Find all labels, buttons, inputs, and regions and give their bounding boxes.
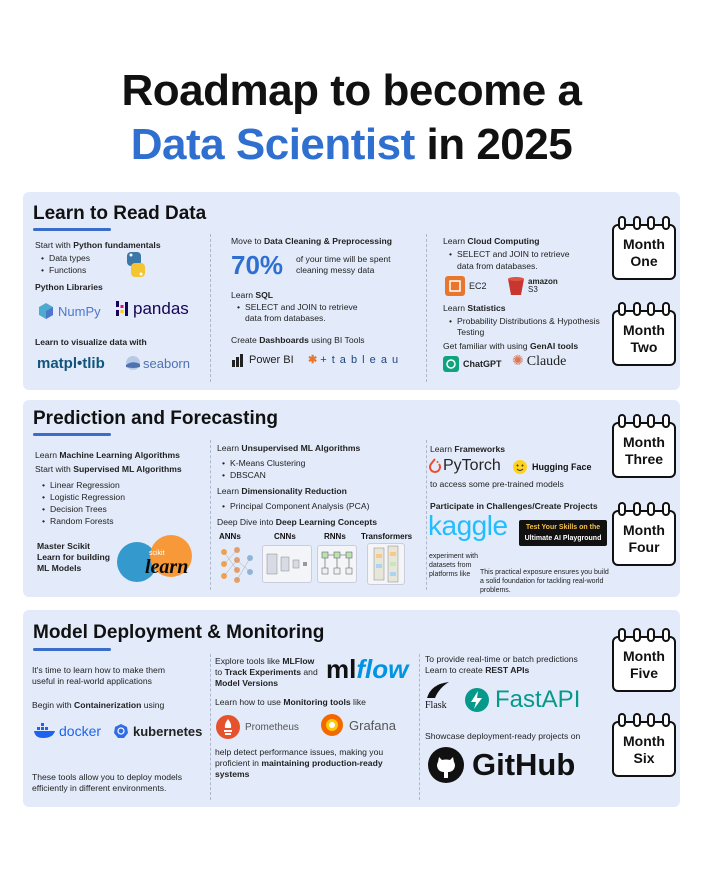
section-learn-to-read-data	[23, 192, 680, 390]
exposure-text: This practical exposure ensures you build	[480, 569, 609, 576]
monitoring-desc: help detect performance issues, making you	[215, 747, 384, 757]
docker-whale-icon	[33, 723, 57, 739]
kubernetes-helm-icon	[113, 723, 129, 739]
containerization-text: Begin with Containerization using	[32, 700, 165, 710]
calendar-month-four: Month Four	[612, 502, 676, 566]
s3-bucket-icon	[507, 276, 525, 296]
master-text: Learn for building	[37, 552, 111, 562]
frameworks-text: Learn Frameworks	[430, 444, 506, 454]
tools-desc: These tools allow you to deploy models	[32, 772, 182, 782]
ec2-logo: EC2	[445, 276, 487, 296]
data-cleaning-text: Move to Data Cleaning & Preprocessing	[231, 236, 392, 246]
rnn-label: RNNs	[324, 532, 346, 541]
prometheus-logo: Prometheus	[215, 714, 299, 740]
rest-text: Learn to create REST APIs	[425, 665, 530, 675]
ann-diagram-icon	[219, 544, 255, 584]
rest-text: To provide real-time or batch predictions	[425, 654, 578, 664]
genai-text: Get familiar with using GenAI tools	[443, 341, 579, 351]
cloud-computing-text: Learn Cloud Computing	[443, 236, 540, 246]
kaggle-desc: platforms like	[429, 571, 471, 578]
seaborn-logo: seaborn	[125, 355, 190, 371]
title-year: in 2025	[414, 120, 573, 169]
percent-desc: cleaning messy data	[296, 265, 375, 275]
tableau-logo: ✱ + t a b l e a u	[308, 353, 400, 366]
scikit-learn-logo: scikit learn	[115, 534, 207, 584]
cnn-diagram-icon	[263, 546, 311, 582]
pandas-icon	[115, 299, 129, 319]
powerbi-icon	[231, 353, 245, 367]
transformer-diagram-icon	[368, 544, 404, 584]
calendar-month-five: Month Five	[612, 628, 676, 692]
cnn-diagram	[262, 545, 312, 583]
python-logo-icon	[121, 250, 151, 280]
pytorch-flame-icon	[429, 458, 441, 474]
kaggle-desc: datasets from	[429, 562, 472, 569]
master-text: ML Models	[37, 563, 82, 573]
transformers-label: Transformers	[361, 532, 413, 541]
bullet: • K-Means Clustering	[230, 458, 305, 469]
showcase-text: Showcase deployment-ready projects on	[425, 731, 581, 741]
calendar-month-six: Month Six	[612, 713, 676, 777]
prometheus-flame-icon	[215, 714, 241, 740]
title-line-1: Roadmap to become a	[121, 66, 582, 115]
calendar-month-three: Month Three	[612, 414, 676, 478]
transformer-diagram	[367, 543, 405, 585]
visualize-label: Learn to visualize data with	[35, 337, 147, 347]
seventy-percent: 70%	[231, 250, 284, 280]
tableau-plus-icon: ✱	[308, 354, 319, 366]
matplotlib-logo: matpl•tlib	[37, 355, 105, 372]
github-octocat-icon	[427, 746, 465, 784]
github-logo: GitHub	[427, 746, 575, 784]
bullet: • DBSCAN	[230, 470, 266, 481]
rnn-diagram	[317, 545, 357, 583]
title-line-2	[0, 120, 703, 170]
supervised-text: Start with Supervised ML Algorithms	[35, 464, 182, 474]
tools-desc: efficiently in different environments.	[32, 783, 167, 793]
s3-logo: amazon S3	[507, 276, 558, 296]
deep-learning-text: Deep Dive into Deep Learning Concepts	[217, 517, 377, 527]
huggingface-logo: Hugging Face	[512, 459, 592, 475]
rnn-diagram-icon	[318, 546, 356, 582]
kaggle-banner: Test Your Skills on the Ultimate AI Playground	[519, 520, 607, 546]
chatgpt-icon	[443, 356, 459, 372]
exposure-text: problems.	[480, 587, 511, 594]
kaggle-logo: kaggle	[428, 510, 508, 541]
bullet: • Functions	[49, 265, 86, 276]
mlflow-text: Model Versions	[215, 678, 279, 688]
dim-reduction-text: Learn Dimensionality Reduction	[217, 486, 347, 496]
bullet: • Linear Regression	[50, 480, 120, 491]
bullet: • SELECT and JOIN to retrieve	[457, 249, 570, 260]
master-text: Master Scikit	[37, 541, 91, 551]
exposure-text: a solid foundation for tackling real-world	[480, 578, 604, 585]
seaborn-icon	[125, 355, 141, 371]
bullet-cont: data from databases.	[457, 261, 538, 271]
section-prediction-forecasting	[23, 400, 680, 597]
bullet: • Random Forests	[50, 516, 114, 527]
bullet: • Decision Trees	[50, 504, 107, 515]
title-highlight: Data Scientist	[130, 120, 415, 169]
calendar-month-two: Month Two	[612, 302, 676, 366]
hugging-face-icon	[512, 459, 528, 475]
kaggle-desc: experiment with	[429, 553, 479, 560]
fastapi-bolt-icon	[464, 687, 490, 713]
cnn-label: CNNs	[274, 532, 296, 541]
pytorch-logo: PyTorch	[429, 457, 501, 475]
learn-sql-text: Learn SQL	[231, 290, 274, 300]
monitoring-desc: proficient in maintaining production-ready	[215, 758, 383, 768]
claude-logo: ✺ Claude	[512, 353, 567, 369]
flask-horn-icon	[425, 680, 451, 700]
fastapi-logo: FastAPI	[464, 686, 580, 714]
chatgpt-logo: ChatGPT	[443, 356, 502, 372]
ml-algorithms-text: Learn Machine Learning Algorithms	[35, 450, 180, 460]
dashboards-text: Create Dashboards using BI Tools	[231, 335, 365, 345]
mlflow-text: Explore tools like MLFlow	[215, 656, 315, 666]
grafana-logo: Grafana	[319, 712, 396, 738]
ann-label: ANNs	[219, 532, 241, 541]
section-heading: Learn to Read Data	[33, 203, 207, 224]
calendar-month-one: Month One	[612, 216, 676, 280]
pretrained-text: to access some pre-trained models	[430, 479, 564, 489]
mlflow-text: to Track Experiments and	[215, 667, 318, 677]
bullet: • Logistic Regression	[50, 492, 125, 503]
monitoring-desc: systems	[215, 769, 250, 779]
bullet: • SELECT and JOIN to retrieve	[245, 302, 358, 313]
bullet: • Principal Component Analysis (PCA)	[230, 501, 369, 512]
docker-logo: docker	[33, 723, 101, 739]
challenges-text: Participate in Challenges/Create Projects	[430, 501, 598, 511]
section-heading: Model Deployment & Monitoring	[33, 622, 325, 643]
percent-desc: of your time will be spent	[296, 254, 391, 264]
ec2-icon	[445, 276, 465, 296]
bullet-cont: data from databases.	[245, 313, 326, 323]
numpy-logo: NumPy	[37, 302, 101, 320]
flask-logo: Flask	[425, 680, 451, 711]
section-model-deployment	[23, 610, 680, 807]
powerbi-logo: Power BI	[231, 353, 294, 367]
section-heading: Prediction and Forecasting	[33, 408, 278, 429]
statistics-text: Learn Statistics	[443, 303, 506, 313]
kubernetes-logo: kubernetes	[113, 723, 202, 739]
pandas-logo: pandas	[115, 299, 189, 319]
mlflow-logo: ml flow	[326, 654, 409, 684]
claude-star-icon: ✺	[512, 354, 524, 369]
python-libraries-label: Python Libraries	[35, 282, 103, 292]
grafana-gear-icon	[319, 712, 345, 738]
deploy-intro: useful in real-world applications	[32, 676, 152, 686]
bullet: • Probability Distributions & Hypothesis	[457, 316, 600, 327]
bullet: • Data types	[49, 253, 90, 264]
unsupervised-text: Learn Unsupervised ML Algorithms	[217, 443, 361, 453]
python-fundamentals-text: Start with Python fundamentals	[35, 240, 161, 250]
deploy-intro: It's time to learn how to make them	[32, 665, 165, 675]
monitoring-text: Learn how to use Monitoring tools like	[215, 697, 366, 707]
bullet-cont: Testing	[457, 327, 485, 337]
numpy-icon	[37, 302, 55, 320]
